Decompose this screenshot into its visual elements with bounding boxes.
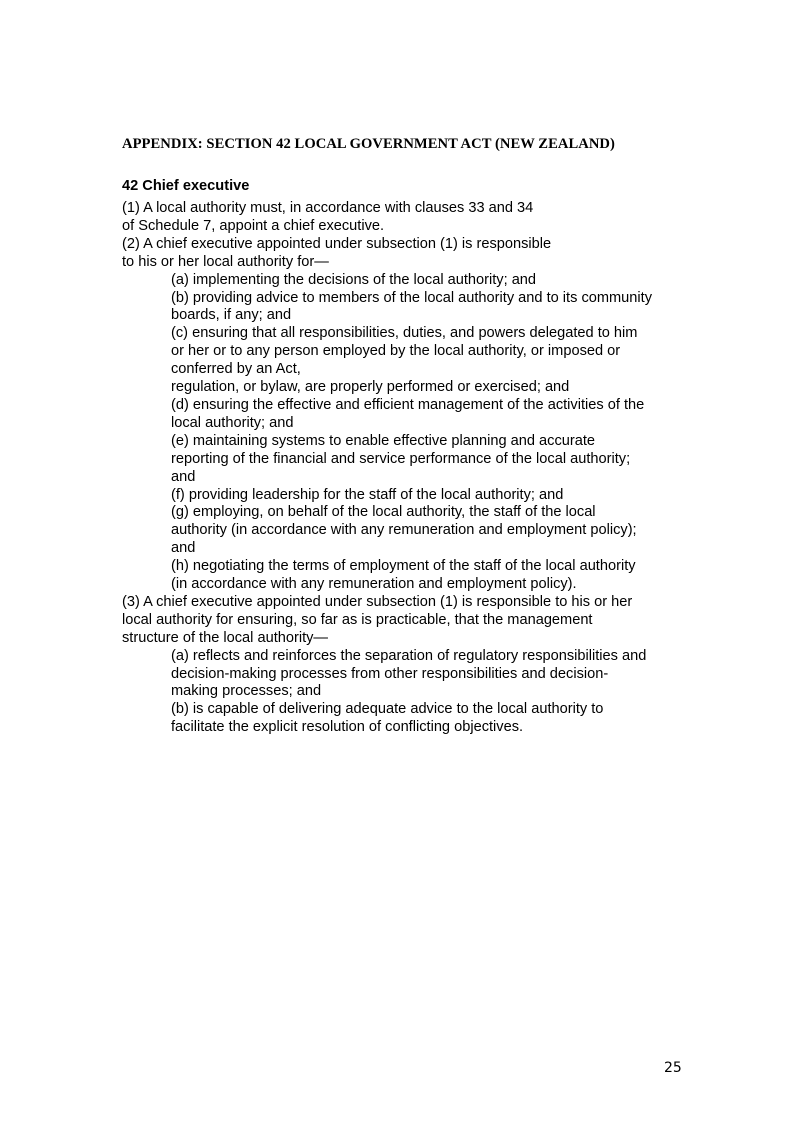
text-line-indented: conferred by an Act, (171, 361, 301, 378)
text-line: (3) A chief executive appointed under subsection (1) is responsible to his or her (122, 593, 633, 610)
text-line: (2) A chief executive appointed under subsection (1) is responsible (122, 235, 552, 252)
appendix-heading: APPENDIX: SECTION 42 LOCAL GOVERNMENT ACT (NEW ZEALAND) (122, 136, 615, 152)
text-line: structure of the local authority— (122, 629, 329, 646)
section-body (122, 200, 702, 737)
text-line-indented: and (171, 468, 196, 485)
text-line-indented: (b) providing advice to members of the local authority and to its community (171, 289, 653, 306)
text-line-indented: local authority; and (171, 414, 294, 431)
text-line-indented: (c) ensuring that all responsibilities, duties, and powers delegated to him (171, 325, 638, 342)
text-line-indented: (a) reflects and reinforces the separation of regulatory responsibilities and (171, 647, 647, 664)
text-line-indented: (f) providing leadership for the staff of the local authority; and (171, 486, 564, 503)
text-line-indented: regulation, or bylaw, are properly performed or exercised; and (171, 379, 570, 396)
text-line-indented: (g) employing, on behalf of the local authority, the staff of the local (171, 504, 596, 521)
text-line-indented: reporting of the financial and service performance of the local authority; (171, 450, 631, 467)
text-line-indented: or her or to any person employed by the local authority, or imposed or (171, 343, 621, 360)
text-line: of Schedule 7, appoint a chief executive. (122, 217, 385, 234)
text-line-indented: making processes; and (171, 683, 322, 700)
text-line-indented: (b) is capable of delivering adequate advice to the local authority to (171, 701, 604, 718)
text-line-indented: (h) negotiating the terms of employment of the staff of the local authority (171, 558, 636, 575)
text-line-indented: (in accordance with any remuneration and employment policy). (171, 576, 577, 593)
text-line-indented: authority (in accordance with any remuneration and employment policy); (171, 522, 637, 539)
section-title: 42 Chief executive (122, 178, 250, 194)
text-line-indented: facilitate the explicit resolution of conflicting objectives. (171, 719, 524, 736)
text-line: to his or her local authority for— (122, 253, 329, 270)
text-line-indented: boards, if any; and (171, 307, 292, 324)
text-line-indented: decision-making processes from other responsibilities and decision- (171, 665, 609, 682)
text-line: (1) A local authority must, in accordance with clauses 33 and 34 (122, 200, 534, 216)
text-line-indented: (e) maintaining systems to enable effective planning and accurate (171, 432, 596, 449)
text-line-indented: and (171, 540, 196, 557)
text-line-indented: (d) ensuring the effective and efficient management of the activities of the (171, 396, 645, 413)
text-line: local authority for ensuring, so far as is practicable, that the management (122, 611, 593, 628)
page-number: 25 (664, 1060, 682, 1076)
text-line-indented: (a) implementing the decisions of the local authority; and (171, 271, 537, 288)
